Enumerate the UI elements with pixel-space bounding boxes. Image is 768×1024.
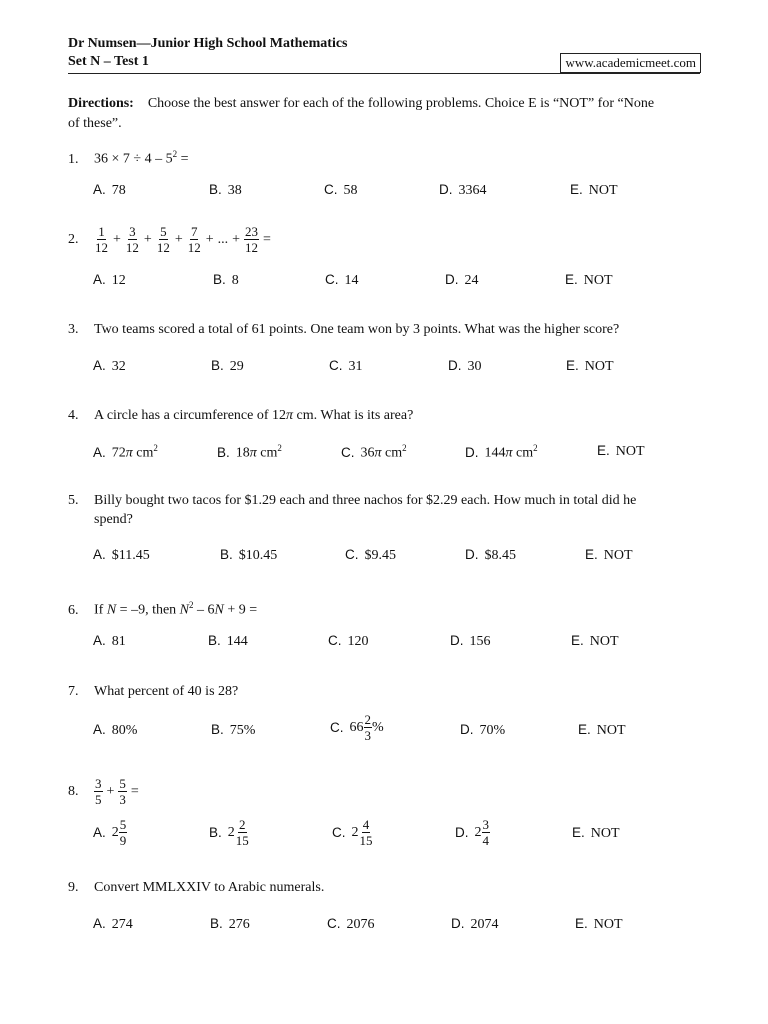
q7-choice-a[interactable]: A. 80% [93,722,138,738]
directions [68,94,708,114]
q3-choice-b[interactable]: B. 29 [211,358,244,374]
q8-choice-e[interactable]: E. NOT [572,825,620,841]
question-6: 6. If N = –9, then $N^2 - 6N + 9$ = [68,600,258,618]
q1-choice-b[interactable]: B. 38 [209,182,242,198]
q9-choice-b[interactable]: B. 276 [210,916,250,932]
header-url[interactable]: www.academicmeet.com [560,53,701,73]
q1-equals: = [180,151,189,167]
q9-choice-c[interactable]: C. 2076 [327,916,375,932]
fraction: $\frac{7}{12}$ [187,224,201,255]
question-2 [68,224,275,255]
header-rule [68,73,700,74]
q7-choice-c[interactable]: C. 66 $\frac{2}{3}$ % [330,712,384,743]
question-9 [68,878,324,897]
q2-choice-d[interactable]: D. 24 [445,272,479,288]
q9-choice-a[interactable]: A. 274 [93,916,133,932]
directions-text-2: of these”. [68,116,122,131]
equals-sign: = [263,232,271,247]
q3-choice-c[interactable]: C. 31 [329,358,363,374]
fraction: $\frac{5}{9}$ [119,817,127,848]
q7-choice-e[interactable]: E. NOT [578,722,626,738]
fraction: $\frac{23}{12}$ [245,224,259,255]
q9-choice-d[interactable]: D. 2074 [451,916,499,932]
q4-choice-a[interactable]: A. 72π $cm^2$ [93,443,158,461]
q8-choice-c[interactable]: C. 2 $\frac{4}{15}$ [332,817,373,848]
header-set: Set N – Test 1 [68,54,149,69]
q6-choice-b[interactable]: B. 144 [208,633,248,649]
plus-sign: + [232,232,241,247]
q3-choice-d[interactable]: D. 30 [448,358,482,374]
fraction: $\frac{2}{3}$ [364,712,371,743]
question-text: What percent of 40 is 28? [94,684,239,699]
fraction: $\frac{3}{12}$ [125,224,139,255]
q4-choice-c[interactable]: C. 36π $cm^2$ [341,443,407,461]
q1-exponent: 2 [172,149,178,159]
q7-choice-b[interactable]: B. 75% [211,722,256,738]
question-5 [68,491,708,510]
question-number: 6. [68,602,79,618]
header-title: Dr Numsen—Junior High School Mathematics [68,36,348,51]
q5-choice-a[interactable]: A. $11.45 [93,547,150,563]
q5-choice-d[interactable]: D. $8.45 [465,547,516,563]
plus-sign: + [174,232,183,247]
plus-sign: + [113,232,121,247]
q1-choice-c[interactable]: C. 58 [324,182,358,198]
question-number: 9. [68,880,79,895]
q8-choice-a[interactable]: A. 2 $\frac{5}{9}$ [93,817,127,848]
q2-choice-a[interactable]: A. 12 [93,272,126,288]
fraction: $\frac{3}{4}$ [482,817,489,848]
question-text: Billy bought two tacos for $1.29 each and three nachos for $2.29 each. How much in total did he [94,493,637,508]
question-3 [68,320,619,339]
question-4: 4. A circle has a circumference of 12π cm. What is its area? [68,408,414,423]
q8-choice-d[interactable]: D. 2 $\frac{3}{4}$ [455,817,489,848]
q2-choice-b[interactable]: B. 8 [213,272,239,288]
fraction: $\frac{3}{5}$ [95,776,102,807]
q2-choice-e[interactable]: E. NOT [565,272,613,288]
plus-sign: + [143,232,152,247]
q4-choice-d[interactable]: D. 144π $cm^2$ [465,443,538,461]
question-8 [68,776,143,807]
question-number: 7. [68,684,79,699]
q3-choice-e[interactable]: E. NOT [566,358,614,374]
fraction: $\frac{4}{15}$ [359,817,373,848]
q5-choice-e[interactable]: E. NOT [585,547,633,563]
q1-choice-a[interactable]: A. 78 [93,182,126,198]
directions-text: Choose the best answer for each of the following problems. Choice E is “NOT” for “None [147,96,655,111]
q3-choice-a[interactable]: A. 32 [93,358,126,374]
question-text: Two teams scored a total of 61 points. One team won by 3 points. What was the higher score? [94,322,620,337]
q6-choice-d[interactable]: D. 156 [450,633,491,649]
q1-choice-e[interactable]: E. NOT [570,182,618,198]
q5-choice-b[interactable]: B. $10.45 [220,547,278,563]
equals-sign: = [130,784,139,799]
q4-choice-e[interactable]: E. NOT [597,443,645,459]
fraction: $\frac{5}{12}$ [156,224,170,255]
question-number: 5. [68,493,79,508]
question-number: 3. [68,322,79,337]
pi-symbol: π [286,408,294,423]
question-number: 2. [68,232,79,247]
q5-choice-c[interactable]: C. $9.45 [345,547,396,563]
q6-choice-a[interactable]: A. 81 [93,633,126,649]
directions-label: Directions: [68,96,134,111]
q7-choice-d[interactable]: D. 70% [460,722,506,738]
fraction: $\frac{1}{12}$ [95,224,108,255]
q4-choice-b[interactable]: B. 18π $cm^2$ [217,443,282,461]
question-1 [68,145,189,169]
q1-expression: 36 × 7 ÷ 4 – 5 [94,151,173,167]
q9-choice-e[interactable]: E. NOT [575,916,623,932]
q8-choice-b[interactable]: B. 2 $\frac{2}{15}$ [209,817,249,848]
fraction: $\frac{2}{15}$ [235,817,249,848]
question-number: 8. [68,784,79,799]
question-number: 4. [68,408,79,423]
question-text: Convert MMLXXIV to Arabic numerals. [94,880,325,895]
question-5-line-2: spend? [94,512,133,527]
q6-choice-e[interactable]: E. NOT [571,633,619,649]
q6-choice-c[interactable]: C. 120 [328,633,369,649]
q2-choice-c[interactable]: C. 14 [325,272,359,288]
q1-choice-d[interactable]: D. 3364 [439,182,487,198]
plus-sign: + [106,784,115,799]
fraction: $\frac{5}{3}$ [119,776,126,807]
ellipsis: ... [217,232,229,247]
question-number: 1. [68,151,79,167]
plus-sign: + [205,232,214,247]
question-7 [68,682,238,701]
